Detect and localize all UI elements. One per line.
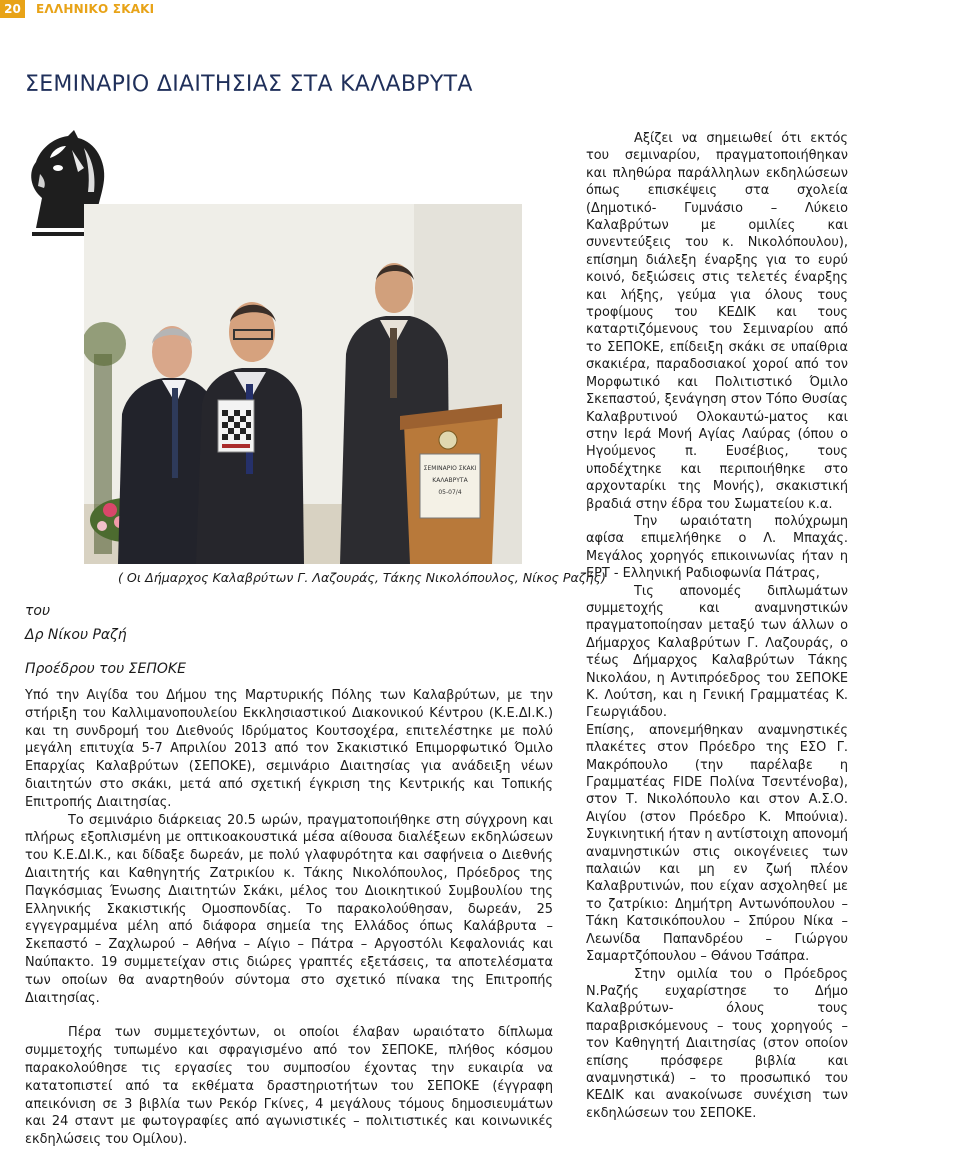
right-column-text (586, 130, 848, 1122)
paragraph: Το σεμινάριο διάρκειας 20.5 ωρών, πραγματοποιήθηκε στη σύγχρονη και πλήρως εξοπλισμένη με οπτικοακουστικά μέσα αίθουσα διαλέξεων εκδηλώσεων του Κ.Ε.ΔΙ.Κ., και δίδαξε δωρεάν, με πολύ γλαφυρότητα και σαφήνεια ο Διεθνής Διαιτητής και Καθηγητής Ζατρικίου κ. Τάκης Νικολόπουλος, Πρόεδρος της Παγκόσμιας Ένωσης Διαιτητών Σκάκι, μέλος του Διοικητικού Συμβουλίου της Ελληνικής Σκακιστικής Ομοσπονδίας. Το παρακολούθησαν, δωρεάν, 25 εγγεγραμμένα μέλη από διάφορα σημεία της Ελλάδος όπως Καλάβρυτα – Σκεπαστό – Ζαχλωρού – Αθήνα – Αίγιο – Πάτρα – Αργοστόλι Κεφαλονιάς και Ναύπακτο. 19 συμμετείχαν στις διώρες γραπτές εξετάσεις, τα αποτελέσματα των οποίων θα αναρτηθούν σύντομα στο σχετικό πίνακα της Επιτροπής Διαιτησίας. (25, 812, 553, 1006)
paragraph: Αξίζει να σημειωθεί ότι εκτός του σεμιναρίου, πραγματοποιήθηκαν και πληθώρα παράλληλων εκδηλώσεων όπως επισκέψεις στα σχολεία (Δημοτικό- Γυμνάσιο – Λύκειο Καλαβρύτων με ομιλίες και συνεντεύξεις του κ. Νικολόπουλου), επίσημη διάλεξη έναρξης για το ευρύ κοινό, δεξιώσεις στις τελετές έναρξης και λήξης, γεύμα για όλους τους τροφίμους του ΚΕΔΙΚ και τους καταρτιζόμενους του Σεμιναρίου από το ΣΕΠΟΚΕ, επίδειξη σκάκι σε υπαίθρια σκακιέρα, παραδοσιακοί χοροί από τον Μορφωτικό και Πολιτιστικό Όμιλο Σκεπαστού, ξενάγηση στον Τόπο Θυσίας Καλαβρυτινού Ολοκαυτώ-ματος και στην Ιερά Μονή Αγίας Λαύρας (όπου ο Ηγούμενος π. Ευσέβιος, τους υποδέχτηκε και περιποιήθηκε στο αρχονταρίκι της Μονής), σκακιστική βραδιά στην έδρα του Σωματείου κ.α. (586, 131, 848, 512)
page-number: 20 (0, 0, 25, 18)
paragraph: Στην ομιλία του ο Πρόεδρος Ν.Ραζής ευχαρίστησε το Δήμο Καλαβρύτων- όλους τους παραβρισκόμενους – τους χορηγούς – τον Καθηγητή Διαιτησίας (στον οποίον επίσης πρόσφερε βιβλία και αναμνηστικά) – το προσωπικό του ΚΕΔΙΚ και ανακοίνωσε συνέχιση των εκδηλώσεων του ΣΕΠΟΚΕ. (586, 966, 848, 1121)
article-title: ΣΕΜΙΝΑΡΙΟ ΔΙΑΙΤΗΣΙΑΣ ΣΤΑ ΚΑΛΑΒΡΥΤΑ (25, 72, 473, 97)
podium-sign-line-3: 05-07/4 (438, 489, 462, 496)
chess-book (218, 400, 254, 452)
event-photo (84, 204, 522, 564)
magazine-name: ΕΛΛΗΝΙΚΟ ΣΚΑΚΙ (36, 2, 155, 16)
author-name: Δρ Νίκου Ραζή (25, 627, 127, 643)
paragraph: Την ωραιότατη πολύχρωμη αφίσα επιμελήθηκε ο Λ. Μπαχάς. Μεγάλος χορηγός επικοινωνίας ήταν η ΕΡΤ - Ελληνική Ραδιοφωνία Πάτρας, (586, 513, 848, 582)
podium-sign-line-2: ΚΑΛΑΒΡΥΤΑ (432, 477, 468, 484)
paragraph: Τις απονομές διπλωμάτων συμμετοχής και αναμνηστικών πραγματοποίησαν μεταξύ των άλλων ο Δήμαρχος Καλαβρύτων Γ. Λαζουράς, ο τέως Δήμαρχος Καλαβρύτων Τάκης Νικολάου, η Αντιπρόεδρος του ΣΕΠΟΚΕ Κ. Λούτση, και η Γενική Γραμματέας Κ. Γεωργιάδου. (586, 583, 848, 721)
paragraph: Υπό την Αιγίδα του Δήμου της Μαρτυρικής Πόλης των Καλαβρύτων, με την στήριξη του Καλλιμανοπουλείου Εκκλησιαστικού Διακονικού Κέντρου (Κ.Ε.ΔΙ.Κ.) και τη συνδρομή του Διεθνούς Ιδρύματος Κουτσοχέρα, επιτελέστηκε με πολύ μεγάλη επιτυχία 5-7 Απριλίου 2013 από τον Σκακιστικό Επιμορφωτικό Όμιλο Επαρχίας Καλαβρύτων (ΣΕΠΟΚΕ), σεμινάριο Διαιτησίας για ανάδειξη νέων διαιτητών στο σκάκι, μετά από σχετική έγκριση της Κεντρικής και Τοπικής Επιτροπής Διαιτησίας. (25, 688, 553, 810)
podium-sign-line-1: ΣΕΜΙΝΑΡΙΟ ΣΚΑΚΙ (423, 465, 477, 472)
paragraph: Επίσης, απονεμήθηκαν αναμνηστικές πλακέτες στον Πρόεδρο της ΕΣΟ Γ. Μακρόπουλο (την παρέλαβε η Γραμματέας FIDE Πολίνα Τσεντένοβα), στον Τ. Νικολόπουλο και στον Α.Σ.Ο. Αιγίου (στον Πρόεδρο Κ. Μπούνια). Συγκινητική ήταν η αντίστοιχη απονομή αναμνηστικών στις οικογένειες των παλαιών και μη εν ζωή πλέον Καλαβρυτινών, που είχαν ασχοληθεί με το ζατρίκιο: Δημήτρη Αντωνόπουλου – Τάκη Κατσικόπουλου – Σπύρου Νίκα – Λεωνίδα Παπανδρέου – Γιώργου Σαμαρτζόπουλου – Θάνου Τσάπρα. (586, 722, 848, 965)
lectern-podium (400, 404, 502, 564)
byline-intro: του (25, 603, 51, 619)
paragraph: Πέρα των συμμετεχόντων, οι οποίοι έλαβαν ωραιότατο δίπλωμα συμμετοχής τυπωμένο και σφραγισμένο από τον ΣΕΠΟΚΕ, πλήθος κόσμου παρακολούθησε τις εργασίες του συμποσίου έχοντας την ευκαιρία να κατατοπιστεί από τα εκθέματα δραστηριοτήτων του ΣΕΠΟΚΕ (έγγραφη απεικόνιση σε 3 βιβλία των Ρεκόρ Γκίνες, 4 μεγάλους τόμους δημοσιευμάτων και 24 σταντ με φωτογραφίες από αγωνιστικές – πολιτιστικές και κοινωνικές εκδηλώσεις του Ομίλου). (25, 1025, 553, 1148)
photo-caption: ( Οι Δήμαρχος Καλαβρύτων Γ. Λαζουράς, Τάκης Νικολόπουλος, Νίκος Ραζής) (118, 570, 606, 585)
author-title: Προέδρου του ΣΕΠΟΚΕ (25, 661, 186, 677)
page-header (0, 0, 960, 18)
left-column-text (25, 687, 553, 1149)
